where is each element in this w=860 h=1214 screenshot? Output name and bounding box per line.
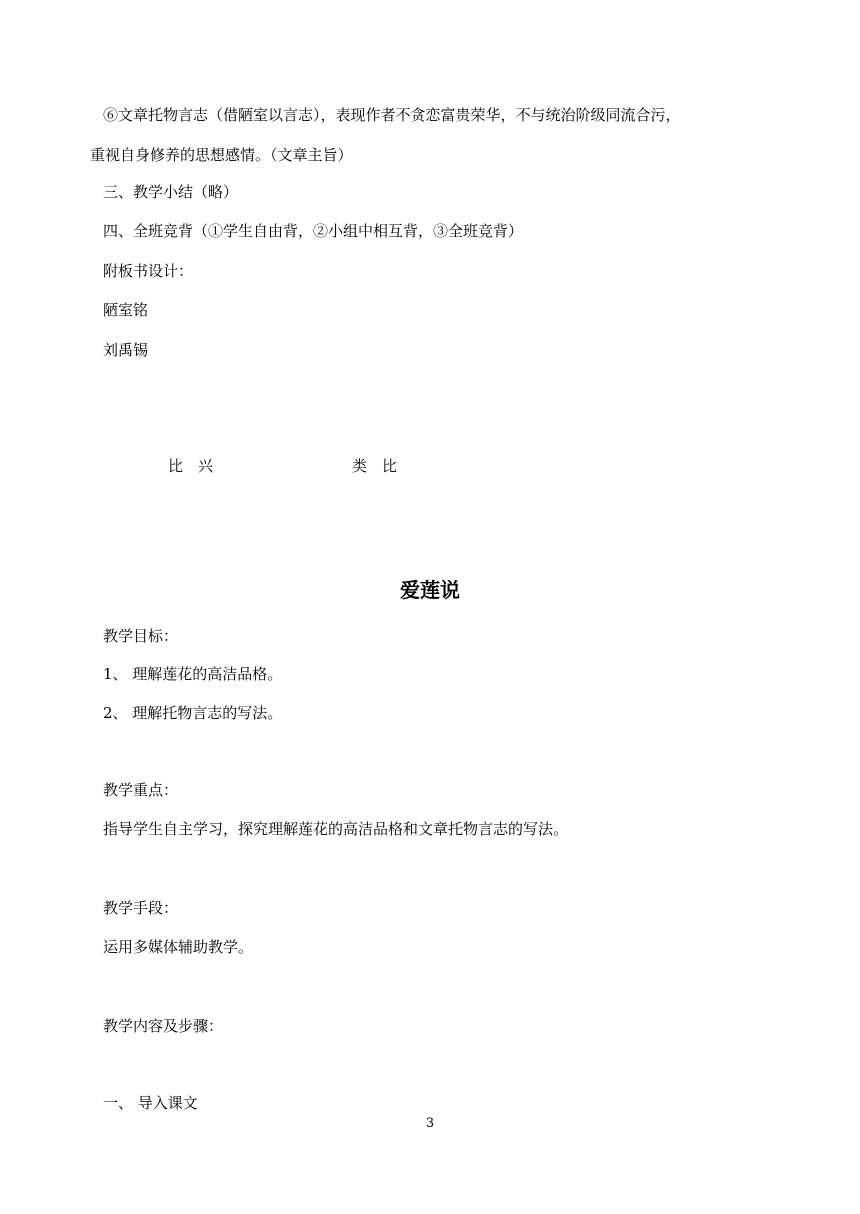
goal-item-1: 1、 理解莲花的高洁品格。 <box>103 665 283 683</box>
steps-heading: 教学内容及步骤： <box>103 1017 224 1035</box>
paragraph-author: 刘禹锡 <box>103 341 149 359</box>
paragraph-theme-line-2: 重视自身修养的思想感情。（文章主旨） <box>90 146 353 164</box>
step-item-1: 一、 导入课文 <box>103 1094 198 1112</box>
page-number: 3 <box>425 1116 435 1131</box>
lesson-title: 爱莲说 <box>400 578 460 602</box>
goal-item-2: 2、 理解托物言志的写法。 <box>103 704 283 722</box>
focus-text: 指导学生自主学习，探究理解莲花的高洁品格和文章托物言志的写法。 <box>103 820 569 838</box>
focus-heading: 教学重点： <box>103 781 179 799</box>
means-text: 运用多媒体辅助教学。 <box>103 938 254 956</box>
paragraph-summary: 三、教学小结（略） <box>103 183 239 201</box>
means-heading: 教学手段： <box>103 899 179 917</box>
goals-heading: 教学目标： <box>103 627 179 645</box>
paragraph-lsm-title: 陋室铭 <box>103 301 149 319</box>
paragraph-recitation: 四、全班竞背（①学生自由背，②小组中相互背，③全班竞背） <box>103 222 524 240</box>
paragraph-board-design: 附板书设计： <box>103 262 194 280</box>
paragraph-theme-line-1: ⑥文章托物言志（借陋室以言志），表现作者不贪恋富贵荣华，不与统治阶级同流合污， <box>103 106 681 124</box>
board-label-bixing: 比 兴 <box>168 457 214 475</box>
board-label-leibi: 类 比 <box>352 457 398 475</box>
